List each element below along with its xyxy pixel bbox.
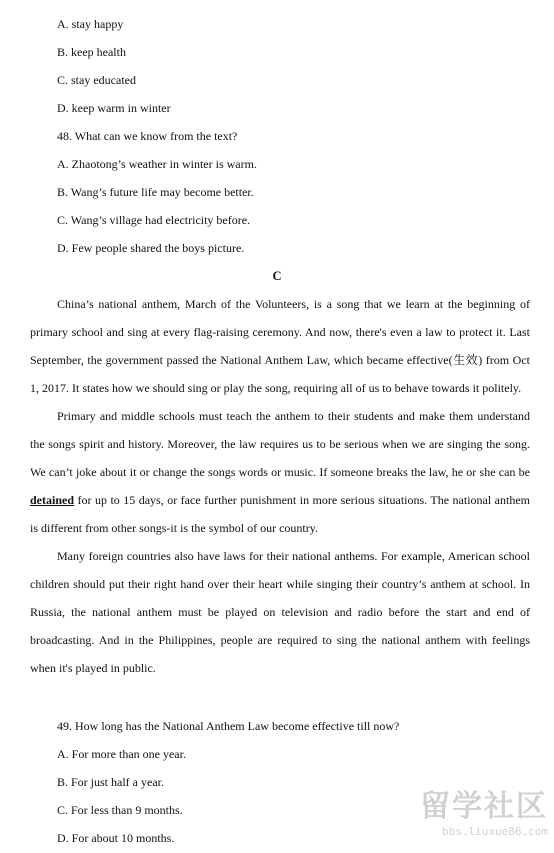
p2-text-before: Primary and middle schools must teach the anthem to their students and make them understand the songs spirit and history. Moreover, the law requires us to be serious when we are singing the song. We can’t joke about it or change the songs words or music. If someone breaks the law, he or she can be — [30, 409, 530, 479]
p2-text-after: for up to 15 days, or face further punishment in more serious situations. The national anthem is different from other songs-it is the symbol of our country. — [30, 493, 530, 535]
prev-option-c: C. stay educated — [57, 73, 136, 87]
q49-option-d: D. For about 10 months. — [57, 831, 175, 845]
keyword-detained: detained — [30, 493, 75, 507]
watermark-logo-text: 留学社区 — [420, 789, 548, 824]
question-48: 48. What can we know from the text? — [57, 129, 238, 143]
q48-option-a: A. Zhaotong’s weather in winter is warm. — [57, 157, 257, 171]
watermark-url: bbs.liuxue86.com — [442, 825, 548, 838]
prev-option-b: B. keep health — [57, 45, 126, 59]
site-watermark — [388, 789, 548, 849]
question-49: 49. How long has the National Anthem Law become effective till now? — [57, 719, 400, 733]
passage-paragraph-3: Many foreign countries also have laws for their national anthems. For example, American school children should put their right hand over their heart while singing their country’s anthem at school. In Russia, the national anthem must be played on television and radio before the start and end of broadcasting. And in the Philippines, people are required to sing the national anthem with feelings when it's played in public. — [30, 549, 530, 675]
q49-option-c: C. For less than 9 months. — [57, 803, 183, 817]
q48-option-b: B. Wang’s future life may become better. — [57, 185, 254, 199]
q49-option-a: A. For more than one year. — [57, 747, 186, 761]
prev-option-d: D. keep warm in winter — [57, 101, 171, 115]
q48-option-d: D. Few people shared the boys picture. — [57, 241, 245, 255]
q48-option-c: C. Wang’s village had electricity before. — [57, 213, 251, 227]
section-title: C — [272, 269, 282, 283]
passage-paragraph-2 — [30, 402, 530, 542]
prev-option-a: A. stay happy — [57, 17, 124, 31]
passage — [30, 290, 530, 682]
passage-paragraph-1: China’s national anthem, March of the Volunteers, is a song that we learn at the beginning of primary school and sing at every flag-raising ceremony. And now, there's even a law to protect it. Last September, the government passed the National Anthem Law, which became effective(生效) from Oct 1, 2017. It states how we should sing or play the song, requiring all of us to behave towards it politely. — [30, 297, 530, 395]
q49-option-b: B. For just half a year. — [57, 775, 164, 789]
